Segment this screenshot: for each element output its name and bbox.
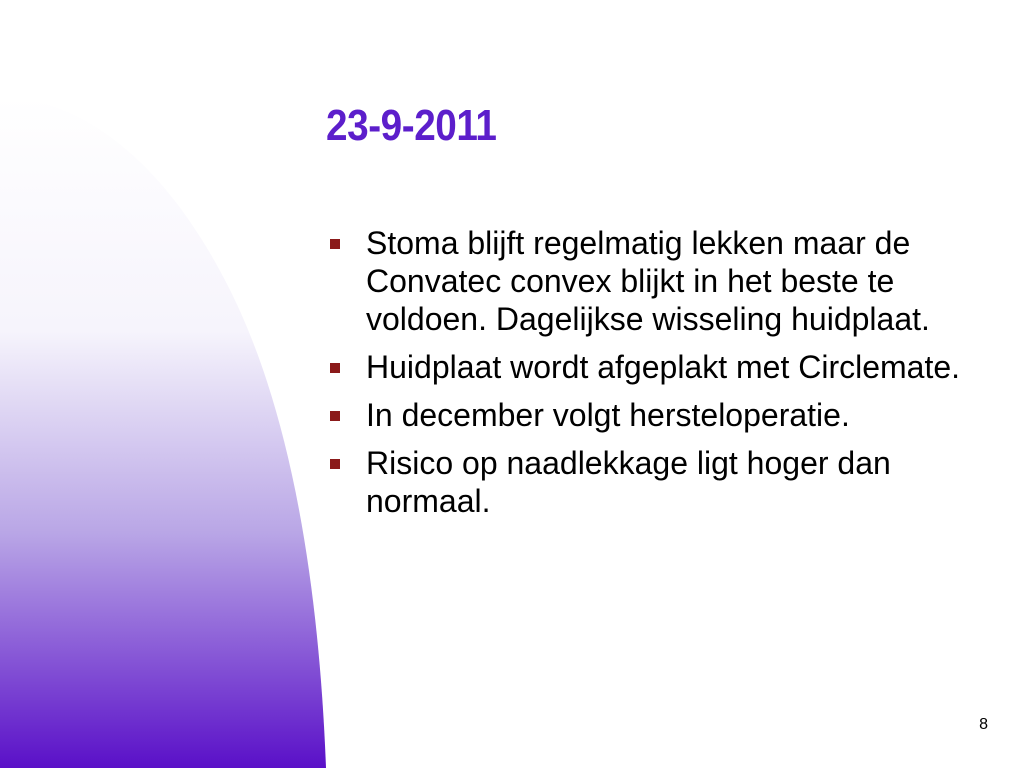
square-bullet-icon [330, 239, 340, 249]
bullet-text: Huidplaat wordt afgeplakt met Circlemate. [366, 349, 961, 385]
bullet-item [326, 348, 1006, 386]
page-number: 8 [979, 716, 988, 733]
gradient-arc-decoration [0, 0, 330, 768]
slide-title: 23-9-2011 [326, 101, 497, 150]
bullet-item [326, 444, 1006, 520]
square-bullet-icon [330, 363, 340, 373]
bullet-text: In december volgt hersteloperatie. [366, 397, 850, 433]
bullet-item [326, 224, 1006, 338]
square-bullet-icon [330, 411, 340, 421]
bullet-text: Risico op naadlekkage ligt hoger dan normaal. [366, 445, 891, 519]
bullet-list [326, 224, 1006, 530]
square-bullet-icon [330, 459, 340, 469]
bullet-item [326, 396, 1006, 434]
bullet-text: Stoma blijft regelmatig lekken maar de Convatec convex blijkt in het beste te voldoen. Dagelijkse wisseling huidplaat. [366, 225, 930, 337]
